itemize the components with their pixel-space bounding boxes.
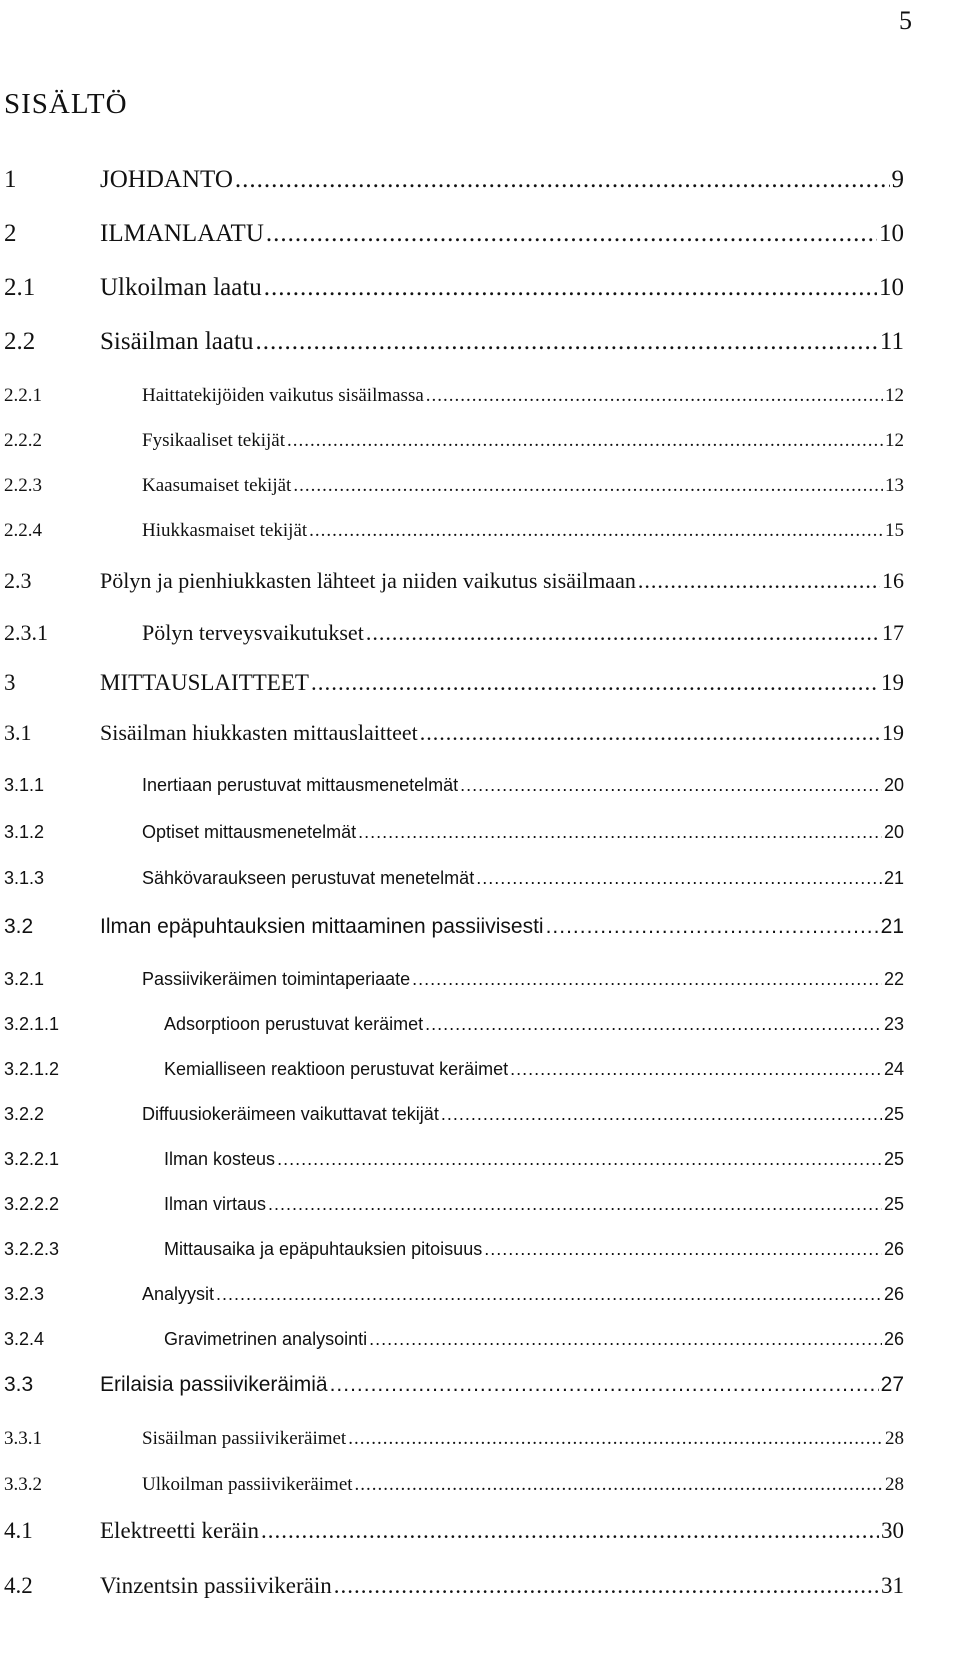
dot-leader xyxy=(425,1014,882,1035)
toc-entry-title: Elektreetti keräin xyxy=(100,1518,260,1543)
toc-entry[interactable] xyxy=(4,1149,904,1170)
dot-leader xyxy=(268,1194,882,1215)
toc-entry-page: 11 xyxy=(879,328,904,355)
toc-entry[interactable] xyxy=(4,620,904,646)
toc-entry-page: 28 xyxy=(885,1474,904,1495)
dot-leader xyxy=(348,1428,883,1450)
dot-leader xyxy=(510,1059,882,1080)
toc-entry-number: 3.1.1 xyxy=(4,775,45,795)
toc-entry-page: 20 xyxy=(883,775,904,795)
toc-entry-number: 3.3 xyxy=(4,1373,34,1396)
toc-entry[interactable] xyxy=(4,868,904,889)
toc-entry-page: 21 xyxy=(883,868,904,888)
toc-entry-number: 2.3.1 xyxy=(4,620,48,645)
dot-leader xyxy=(266,220,877,248)
toc-entry-title: Sisäilman laatu xyxy=(100,328,254,355)
toc-entry-number: 4.1 xyxy=(4,1518,33,1543)
dot-leader xyxy=(546,915,879,939)
toc-entry-title: Vinzentsin passiivikeräin xyxy=(100,1573,332,1598)
toc-entry-number: 3.3.1 xyxy=(4,1428,42,1449)
dot-leader xyxy=(311,670,879,696)
toc-entry[interactable] xyxy=(4,969,904,990)
toc-entry[interactable] xyxy=(4,385,904,407)
toc-entry-number: 3.2 xyxy=(4,915,34,938)
toc-entry-title: Mittausaika ja epäpuhtauksien pitoisuus xyxy=(164,1239,483,1259)
toc-entry[interactable] xyxy=(4,274,904,302)
toc-entry-title: Diffuusiokeräimeen vaikuttavat tekijät xyxy=(142,1104,439,1124)
toc-entry-title: Ilman virtaus xyxy=(164,1194,267,1214)
toc-entry-number: 3.2.4 xyxy=(4,1329,45,1349)
toc-entry[interactable] xyxy=(4,822,904,843)
toc-entry-number: 2.2 xyxy=(4,328,36,355)
dot-leader xyxy=(420,720,880,746)
dot-leader xyxy=(330,1373,879,1397)
toc-entry-page: 27 xyxy=(880,1373,904,1396)
toc-entry-number: 2 xyxy=(4,220,17,247)
toc-entry[interactable] xyxy=(4,1573,904,1599)
toc-entry[interactable] xyxy=(4,1373,904,1397)
toc-entry[interactable] xyxy=(4,166,904,194)
toc-entry-page: 25 xyxy=(883,1104,904,1124)
toc-entry-title: Gravimetrinen analysointi xyxy=(164,1329,368,1349)
toc-entry[interactable] xyxy=(4,1428,904,1450)
toc-entry-number: 3.2.2 xyxy=(4,1104,45,1124)
dot-leader xyxy=(255,328,877,356)
dot-leader xyxy=(216,1284,882,1305)
toc-entry-page: 23 xyxy=(883,1014,904,1034)
toc-entry-number: 3 xyxy=(4,670,16,695)
toc-entry-number: 3.2.2.3 xyxy=(4,1239,60,1259)
toc-entry-title: ILMANLAATU xyxy=(100,220,264,247)
toc-entry[interactable] xyxy=(4,1284,904,1305)
toc-entry[interactable] xyxy=(4,1474,904,1496)
toc-entry-title: Haittatekijöiden vaikutus sisäilmassa xyxy=(142,385,424,406)
toc-entry-title: Ulkoilman passiivikeräimet xyxy=(142,1474,353,1495)
toc-entry[interactable] xyxy=(4,220,904,248)
toc-entry-number: 1 xyxy=(4,166,17,193)
dot-leader xyxy=(261,1518,879,1544)
toc-entry-title: Sisäilman passiivikeräimet xyxy=(142,1428,347,1449)
toc-entry-title: Fysikaaliset tekijät xyxy=(142,430,286,451)
toc-entry-page: 25 xyxy=(883,1194,904,1214)
dot-leader xyxy=(334,1573,879,1599)
toc-entry-title: Ulkoilman laatu xyxy=(100,274,262,301)
toc-entry-number: 2.2.1 xyxy=(4,385,42,406)
toc-entry-title: Kaasumaiset tekijät xyxy=(142,475,292,496)
toc-entry-number: 2.2.3 xyxy=(4,475,42,496)
toc-entry-title: Ilman epäpuhtauksien mittaaminen passiivisesti xyxy=(100,915,544,938)
toc-entry-page: 15 xyxy=(885,520,904,541)
toc-entry-page: 22 xyxy=(883,969,904,989)
toc-entry-title: Optiset mittausmenetelmät xyxy=(142,822,357,842)
toc-entry[interactable] xyxy=(4,568,904,594)
toc-entry-page: 16 xyxy=(882,568,904,593)
toc-entry[interactable] xyxy=(4,1059,904,1080)
dot-leader xyxy=(358,822,882,843)
toc-entry-number: 3.3.2 xyxy=(4,1474,42,1495)
toc-entry[interactable] xyxy=(4,670,904,696)
toc-entry-number: 2.2.4 xyxy=(4,520,42,541)
toc-entry-page: 10 xyxy=(879,274,904,301)
dot-leader xyxy=(235,166,890,194)
toc-entry-number: 3.2.2.2 xyxy=(4,1194,60,1214)
toc-entry-page: 20 xyxy=(883,822,904,842)
page-number: 5 xyxy=(899,6,912,35)
dot-leader xyxy=(426,385,883,407)
toc-entry[interactable] xyxy=(4,520,904,542)
toc-entry-title: JOHDANTO xyxy=(100,166,233,193)
toc-entry-number: 3.2.2.1 xyxy=(4,1149,60,1169)
toc-entry[interactable] xyxy=(4,720,904,746)
toc-entry-title: Ilman kosteus xyxy=(164,1149,276,1169)
dot-leader xyxy=(412,969,882,990)
toc-entry-page: 9 xyxy=(891,166,904,193)
toc-entry[interactable] xyxy=(4,1518,904,1544)
toc-entry-title: Inertiaan perustuvat mittausmenetelmät xyxy=(142,775,459,795)
toc-entry[interactable] xyxy=(4,430,904,452)
toc-entry-title: MITTAUSLAITTEET xyxy=(100,670,309,695)
toc-entry-number: 3.1.2 xyxy=(4,822,45,842)
toc-entry-page: 25 xyxy=(883,1149,904,1169)
toc-entry-page: 28 xyxy=(885,1428,904,1449)
toc-entry-number: 3.2.3 xyxy=(4,1284,45,1304)
dot-leader xyxy=(309,520,883,542)
dot-leader xyxy=(369,1329,882,1350)
toc-entry-number: 3.1.3 xyxy=(4,868,45,888)
toc-entry-number: 2.3 xyxy=(4,568,32,593)
toc-entry-title: Sisäilman hiukkasten mittauslaitteet xyxy=(100,720,418,745)
toc-entry[interactable] xyxy=(4,1014,904,1035)
dot-leader xyxy=(484,1239,882,1260)
toc-entry-page: 19 xyxy=(882,720,904,745)
toc-entry-page: 30 xyxy=(881,1518,904,1543)
toc-entry-number: 2.2.2 xyxy=(4,430,42,451)
toc-entry-title: Analyysit xyxy=(142,1284,215,1304)
dot-leader xyxy=(460,775,882,796)
toc-entry-number: 3.2.1.1 xyxy=(4,1014,60,1034)
toc-entry-page: 19 xyxy=(881,670,904,695)
toc-entry-number: 3.1 xyxy=(4,720,32,745)
toc-entry-page: 26 xyxy=(883,1239,904,1259)
toc-entry-page: 12 xyxy=(885,430,904,451)
dot-leader xyxy=(366,620,880,646)
dot-leader xyxy=(476,868,882,889)
toc-entry-page: 31 xyxy=(881,1573,904,1598)
toc-entry[interactable] xyxy=(4,1329,904,1350)
toc-entry-page: 26 xyxy=(883,1284,904,1304)
dot-leader xyxy=(441,1104,882,1125)
toc-entry-page: 12 xyxy=(885,385,904,406)
toc-entry-page: 10 xyxy=(879,220,904,247)
toc-entry-number: 4.2 xyxy=(4,1573,33,1598)
toc-entry-page: 24 xyxy=(883,1059,904,1079)
toc-entry-title: Kemialliseen reaktioon perustuvat keräimet xyxy=(164,1059,509,1079)
toc-entry-number: 3.2.1.2 xyxy=(4,1059,60,1079)
toc-entry[interactable] xyxy=(4,1239,904,1260)
dot-leader xyxy=(293,475,883,497)
toc-entry[interactable] xyxy=(4,1104,904,1125)
dot-leader xyxy=(638,568,880,594)
toc-entry-title: Erilaisia passiivikeräimiä xyxy=(100,1373,328,1396)
toc-entry[interactable] xyxy=(4,1194,904,1215)
toc-entry-title: Pölyn terveysvaikutukset xyxy=(142,620,364,645)
toc-entry-number: 2.1 xyxy=(4,274,36,301)
toc-entry-title: Pölyn ja pienhiukkasten lähteet ja niiden vaikutus sisäilmaan xyxy=(100,568,636,593)
toc-title: SISÄLTÖ xyxy=(4,88,128,120)
toc-entry[interactable] xyxy=(4,328,904,356)
dot-leader xyxy=(355,1474,883,1496)
toc-entry-title: Adsorptioon perustuvat keräimet xyxy=(164,1014,424,1034)
toc-entry-title: Passiivikeräimen toimintaperiaate xyxy=(142,969,411,989)
toc-entry-page: 13 xyxy=(885,475,904,496)
toc-entry[interactable] xyxy=(4,775,904,796)
toc-entry-page: 26 xyxy=(883,1329,904,1349)
dot-leader xyxy=(277,1149,882,1170)
toc-entry-title: Sähkövaraukseen perustuvat menetelmät xyxy=(142,868,475,888)
toc-entry-page: 17 xyxy=(882,620,904,645)
toc-entry-number: 3.2.1 xyxy=(4,969,45,989)
dot-leader xyxy=(287,430,883,452)
dot-leader xyxy=(264,274,877,302)
toc-entry-page: 21 xyxy=(880,915,904,938)
toc-entry-title: Hiukkasmaiset tekijät xyxy=(142,520,308,541)
toc-entry[interactable] xyxy=(4,915,904,939)
toc-entry[interactable] xyxy=(4,475,904,497)
